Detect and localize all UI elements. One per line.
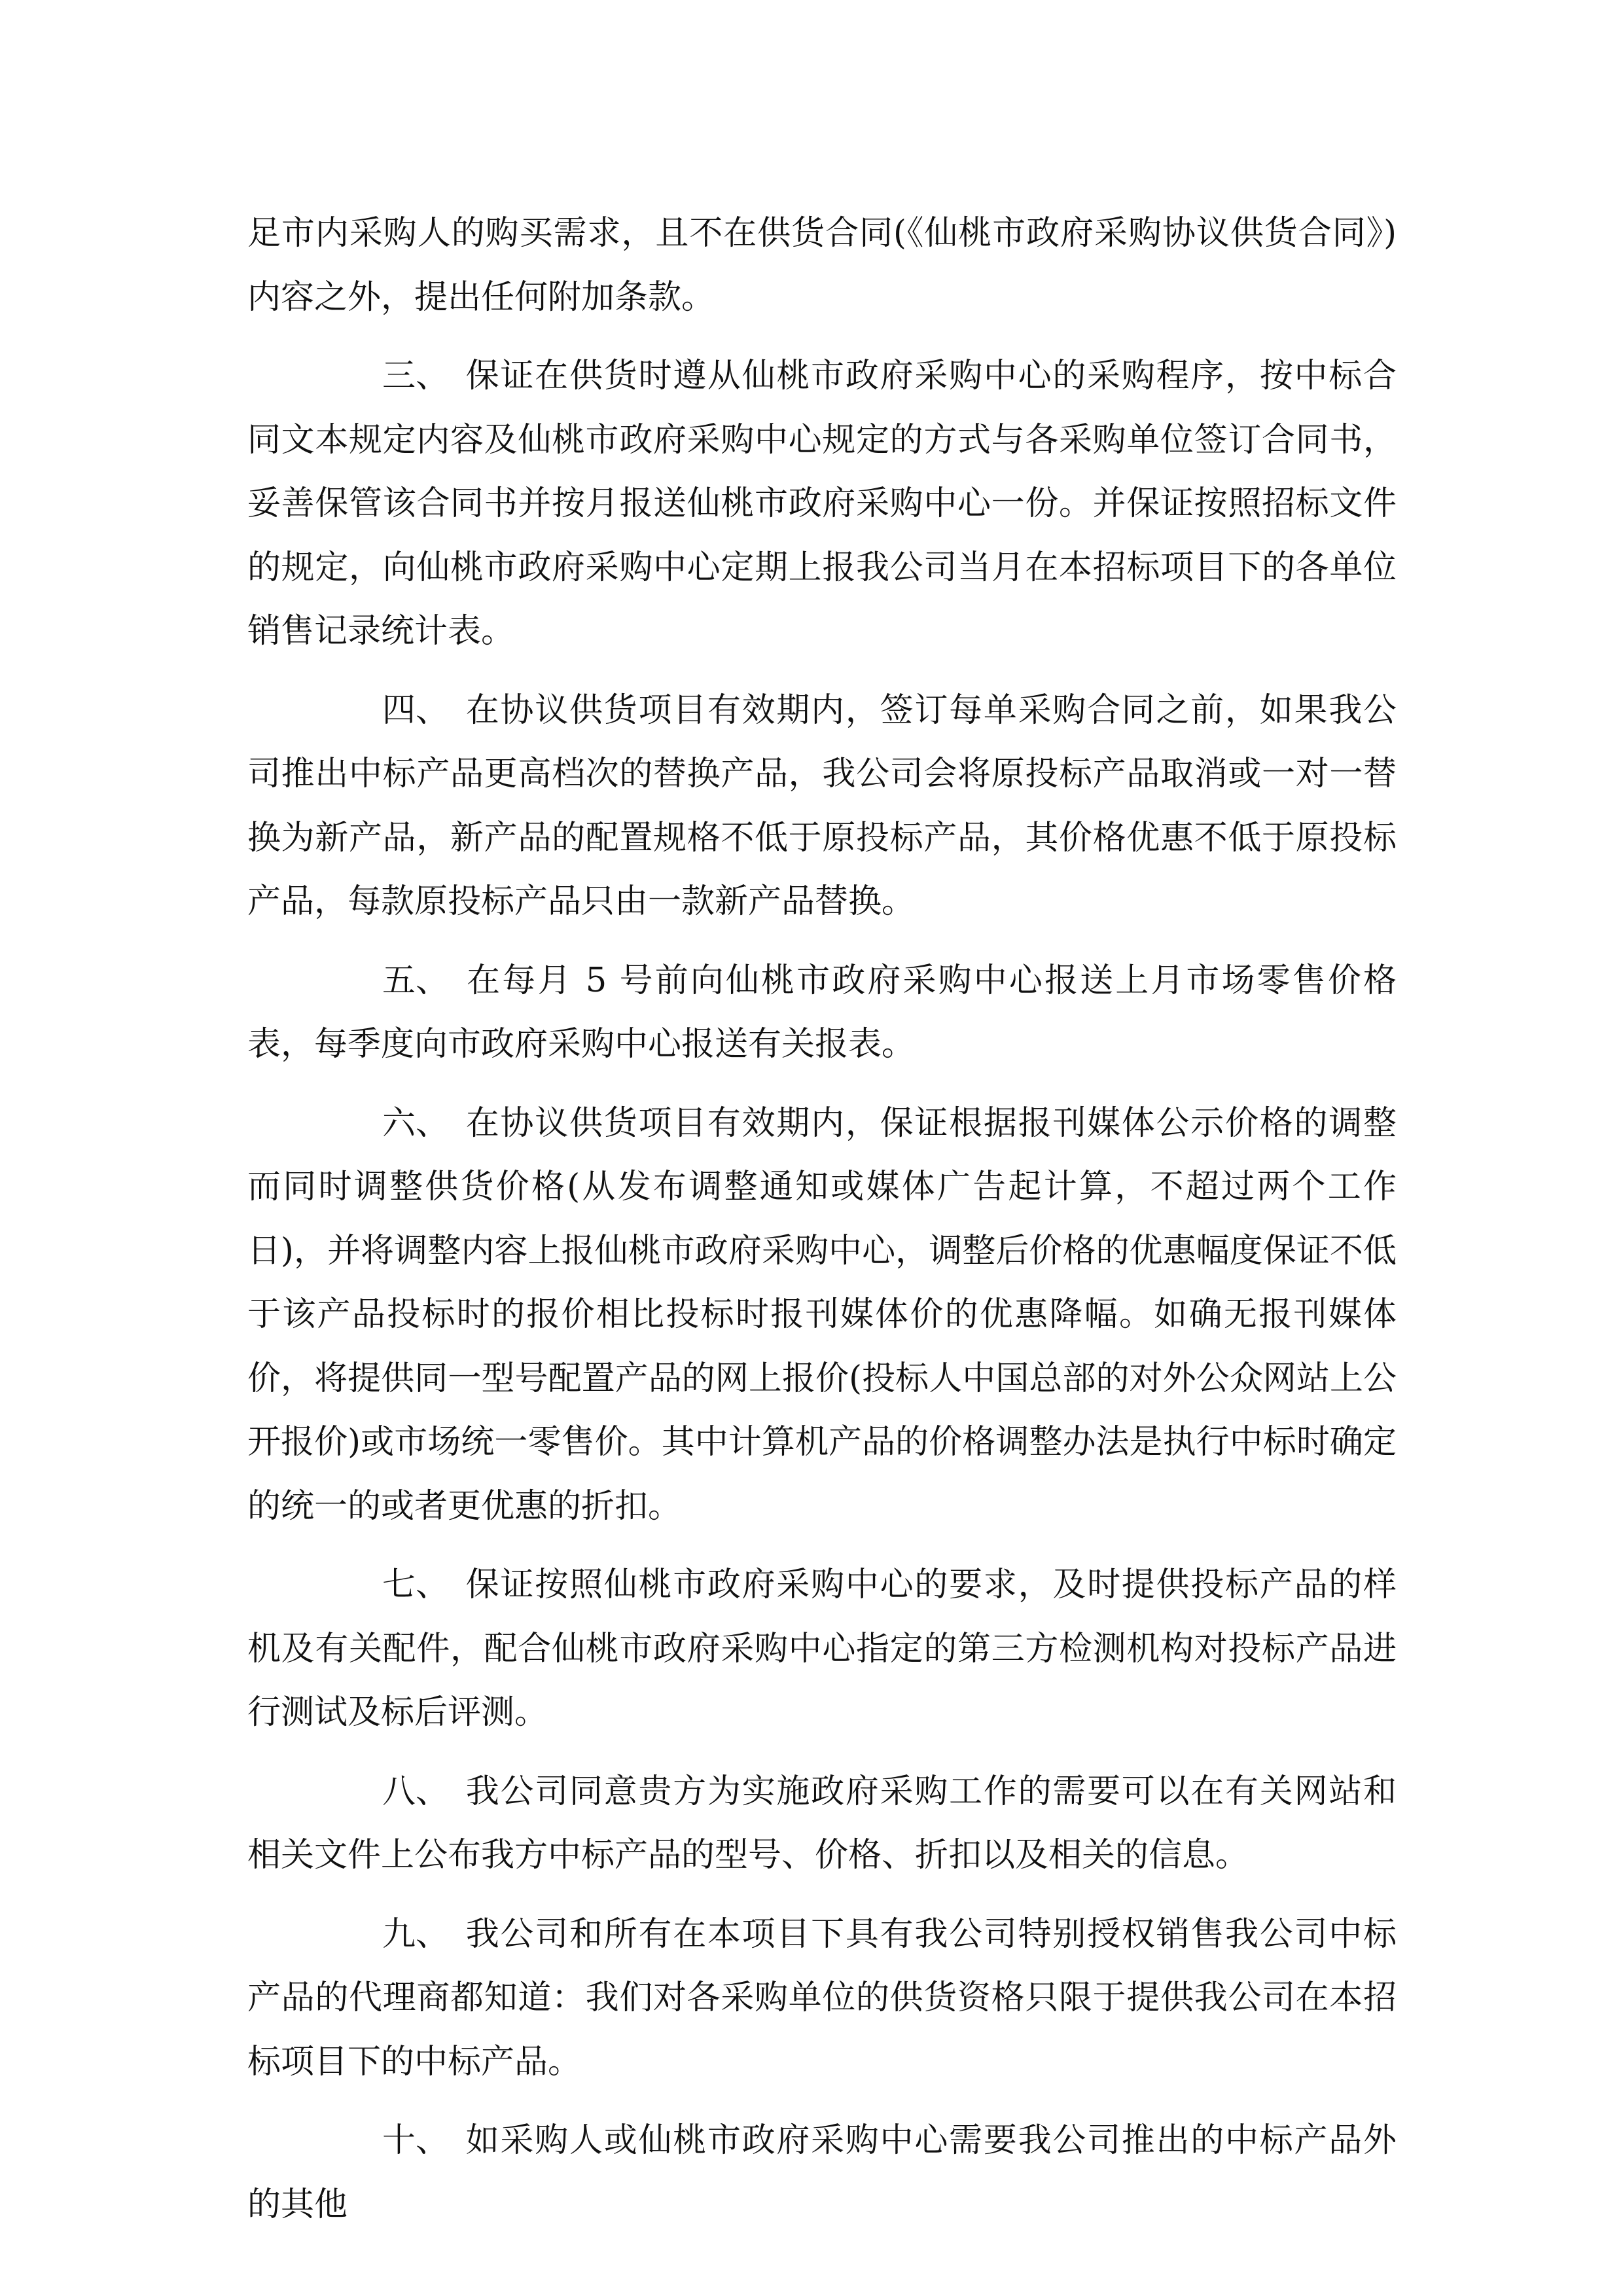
clause-text: 在协议供货项目有效期内，保证根据报刊媒体公示价格的调整而同时调整供货价格(从发布调整通知或媒体广告起计算，不超过两个工作日)，并将调整内容上报仙桃市政府采购中心，调整后价格的优惠幅度保证不低于该产品投标时的报价相比投标时报刊媒体价的优惠降幅。如确无报刊媒体价，将提供同一型号配置产品的网上报价(投标人中国总部的对外公众网站上公开报价)或市场统一零售价。其中计算机产品的价格调整办法是执行中标时确定的统一的或者更优惠的折扣。 [247,1103,1397,1526]
clause-6 [247,1092,1397,1539]
clause-number: 四、 [382,691,450,730]
clause-number: 八、 [382,1772,450,1811]
clause-7 [247,1553,1397,1745]
clause-8 [247,1760,1397,1888]
clause-number: 三、 [382,357,450,395]
continuation-text: 足市内采购人的购买需求，且不在供货合同(《仙桃市政府采购协议供货合同》)内容之外，提出任何附加条款。 [247,214,1397,317]
clause-text: 在每月 5 号前向仙桃市政府采购中心报送上月市场零售价格表，每季度向市政府采购中心报送有关报表。 [247,961,1397,1064]
clause-text: 如采购人或仙桃市政府采购中心需要我公司推出的中标产品外的其他 [247,2121,1397,2224]
clause-text: 我公司同意贵方为实施政府采购工作的需要可以在有关网站和相关文件上公布我方中标产品的型号、价格、折扣以及相关的信息。 [247,1772,1397,1874]
paragraph-continuation [247,202,1397,329]
document-body [247,202,1397,2251]
clause-text: 在协议供货项目有效期内，签订每单采购合同之前，如果我公司推出中标产品更高档次的替换产品，我公司会将原投标产品取消或一对一替换为新产品，新产品的配置规格不低于原投标产品，其价格优惠不低于原投标产品，每款原投标产品只由一款新产品替换。 [247,691,1397,921]
clause-10 [247,2109,1397,2236]
clause-4 [247,679,1397,934]
clause-number: 九、 [382,1914,450,1954]
clause-text: 我公司和所有在本项目下具有我公司特别授权销售我公司中标产品的代理商都知道：我们对各采购单位的供货资格只限于提供我公司在本招标项目下的中标产品。 [247,1914,1397,2081]
clause-5 [247,949,1397,1077]
clause-number: 六、 [382,1103,450,1143]
clause-text: 保证按照仙桃市政府采购中心的要求，及时提供投标产品的样机及有关配件，配合仙桃市政府采购中心指定的第三方检测机构对投标产品进行测试及标后评测。 [247,1566,1397,1732]
clause-9 [247,1903,1397,2094]
clause-text: 保证在供货时遵从仙桃市政府采购中心的采购程序，按中标合同文本规定内容及仙桃市政府采购中心规定的方式与各采购单位签订合同书，妥善保管该合同书并按月报送仙桃市政府采购中心一份。并保证按照招标文件的规定，向仙桃市政府采购中心定期上报我公司当月在本招标项目下的各单位销售记录统计表。 [247,357,1397,651]
clause-3 [247,344,1397,664]
clause-number: 五、 [382,961,450,1000]
clause-number: 十、 [382,2121,450,2160]
clause-number: 七、 [382,1566,450,1604]
